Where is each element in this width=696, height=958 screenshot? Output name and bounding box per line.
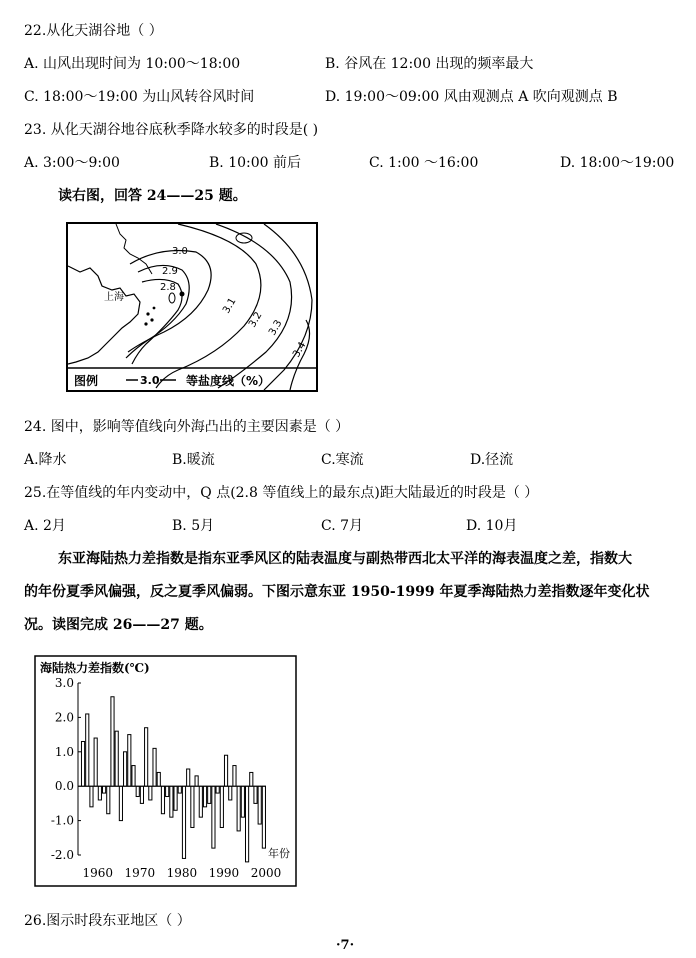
legend-line-value: 3.0: [140, 374, 160, 387]
bar-1957: [86, 714, 89, 786]
q22-option-b: B. 谷风在 12:00 出现的频率最大: [325, 56, 534, 72]
intro-26-27-line2: 的年份夏季风偏强，反之夏季风偏弱。下图示意东亚 1950-1999 年夏季海陆热力差指数逐年变化状: [24, 584, 650, 600]
y-tick-label: -1.0: [50, 813, 74, 828]
salinity-map: [66, 222, 318, 392]
bar-1994: [241, 786, 244, 817]
x-tick-label: 2000: [250, 866, 282, 880]
bar-1982: [191, 786, 194, 827]
place-shanghai: 上海: [104, 292, 124, 303]
bar-1971: [145, 728, 148, 786]
thermal-index-chart: [34, 655, 297, 887]
q23-option-a: A. 3:00～9:00: [24, 155, 120, 171]
bar-1993: [237, 786, 240, 831]
q26-stem: 26.图示时段东亚地区（ ）: [24, 913, 191, 929]
bar-1973: [153, 748, 156, 786]
bar-1960: [98, 786, 101, 800]
bar-1988: [216, 786, 219, 793]
bar-1997: [254, 786, 257, 803]
q24-option-b: B.暖流: [172, 452, 215, 468]
q23-option-d: D. 18:00～19:00: [560, 155, 675, 171]
bar-1966: [124, 752, 127, 786]
bar-1979: [178, 786, 181, 793]
x-tick-label: 1980: [166, 866, 198, 880]
island-dot: [150, 318, 153, 321]
q22-option-a: A. 山风出现时间为 10:00～18:00: [24, 56, 241, 72]
iso-label-3-1: 3.1: [221, 296, 239, 316]
q22-option-d: D. 19:00～09:00 风由观测点 A 吹向观测点 B: [325, 89, 618, 105]
y-tick-label: 0.0: [54, 779, 74, 794]
q24-option-c: C.寒流: [321, 452, 364, 468]
chart-title: 海陆热力差指数(℃): [40, 661, 150, 675]
bar-1967: [128, 735, 131, 787]
q22-stem: 22.从化天湖谷地（ ）: [24, 23, 163, 39]
bar-1956: [81, 741, 84, 786]
q24-option-d: D.径流: [470, 452, 514, 468]
bar-1984: [199, 786, 202, 817]
intro-26-27-line1: 东亚海陆热力差指数是指东亚季风区的陆表温度与副热带西北太平洋的海表温度之差，指数大: [58, 551, 632, 567]
bar-1978: [174, 786, 177, 810]
bar-1972: [149, 786, 152, 800]
x-tick-label: 1990: [208, 866, 240, 880]
iso-label-3-3: 3.3: [267, 318, 285, 338]
coastline-north: [116, 224, 152, 274]
bar-1975: [161, 786, 164, 814]
bar-1989: [220, 786, 223, 827]
bar-1985: [203, 786, 206, 807]
bar-1983: [195, 776, 198, 786]
bar-1968: [132, 766, 135, 787]
island-small: [169, 293, 175, 303]
salinity-map-drawing: [68, 224, 316, 390]
coastline: [68, 266, 140, 364]
bar-1980: [182, 786, 185, 858]
intro-24-25: 读右图，回答 24——25 题。: [58, 188, 247, 204]
iso-label-2-9: 2.9: [162, 266, 178, 277]
q22-option-c: C. 18:00～19:00 为山风转谷风时间: [24, 89, 255, 105]
island-dot: [153, 307, 156, 310]
bar-1964: [115, 731, 118, 786]
iso-label-3-0: 3.0: [172, 246, 188, 257]
bar-1987: [212, 786, 215, 848]
chart-svg: [34, 655, 297, 887]
bar-1974: [157, 772, 160, 786]
q25-option-c: C. 7月: [321, 518, 364, 534]
bar-1981: [187, 769, 190, 786]
iso-label-3-4: 3.4: [291, 340, 309, 360]
bar-1959: [94, 738, 97, 786]
iso-label-3-2: 3.2: [247, 310, 265, 330]
q25-option-d: D. 10月: [466, 518, 518, 534]
q23-option-c: C. 1:00 ～16:00: [369, 155, 479, 171]
bar-1963: [111, 697, 114, 786]
isohaline-3-3: [264, 224, 312, 390]
y-tick-label: 1.0: [54, 744, 74, 759]
legend-prefix: 图例: [74, 374, 99, 388]
bar-1958: [90, 786, 93, 807]
bar-1977: [170, 786, 173, 817]
y-tick-label: -2.0: [50, 848, 74, 862]
bar-1990: [224, 755, 227, 786]
bar-1991: [229, 786, 232, 800]
y-tick-label: 2.0: [54, 710, 74, 725]
bar-1970: [140, 786, 143, 803]
bar-1961: [102, 786, 105, 793]
bar-1996: [250, 772, 253, 786]
island: [236, 233, 252, 243]
bar-1999: [262, 786, 265, 848]
bar-1998: [258, 786, 261, 824]
bars: [81, 697, 265, 862]
y-tick-label: 3.0: [54, 676, 74, 690]
iso-label-2-8: 2.8: [160, 282, 176, 293]
intro-26-27-line3: 况。读图完成 26——27 题。: [24, 617, 213, 633]
bar-1992: [233, 766, 236, 787]
q23-stem: 23. 从化天湖谷地谷底秋季降水较多的时段是( ): [24, 122, 319, 138]
page-number: ·7·: [336, 938, 355, 953]
q25-stem: 25.在等值线的年内变动中，Q 点(2.8 等值线上的最东点)距大陆最近的时段是（ ）: [24, 485, 539, 501]
q24-option-a: A.降水: [24, 452, 67, 468]
legend-text: 等盐度线（%）: [186, 374, 271, 388]
bar-1976: [166, 786, 169, 796]
bar-1965: [119, 786, 122, 820]
y-tick-labels: [51, 676, 81, 862]
bar-1986: [208, 786, 211, 803]
q25-option-a: A. 2月: [24, 518, 66, 534]
x-tick-labels: [82, 866, 281, 880]
chart-frame: [35, 656, 296, 886]
island-dot: [146, 312, 149, 315]
island-dot: [144, 322, 147, 325]
q24-stem: 24. 图中，影响等值线向外海凸出的主要因素是（ ）: [24, 419, 350, 435]
bar-1995: [245, 786, 248, 862]
q23-option-b: B. 10:00 前后: [209, 155, 301, 171]
x-axis-label: 年份: [268, 847, 290, 860]
q25-option-b: B. 5月: [172, 518, 215, 534]
x-tick-label: 1960: [82, 866, 114, 880]
bar-1962: [107, 786, 110, 814]
x-tick-label: 1970: [124, 866, 156, 880]
bar-1969: [136, 786, 139, 796]
